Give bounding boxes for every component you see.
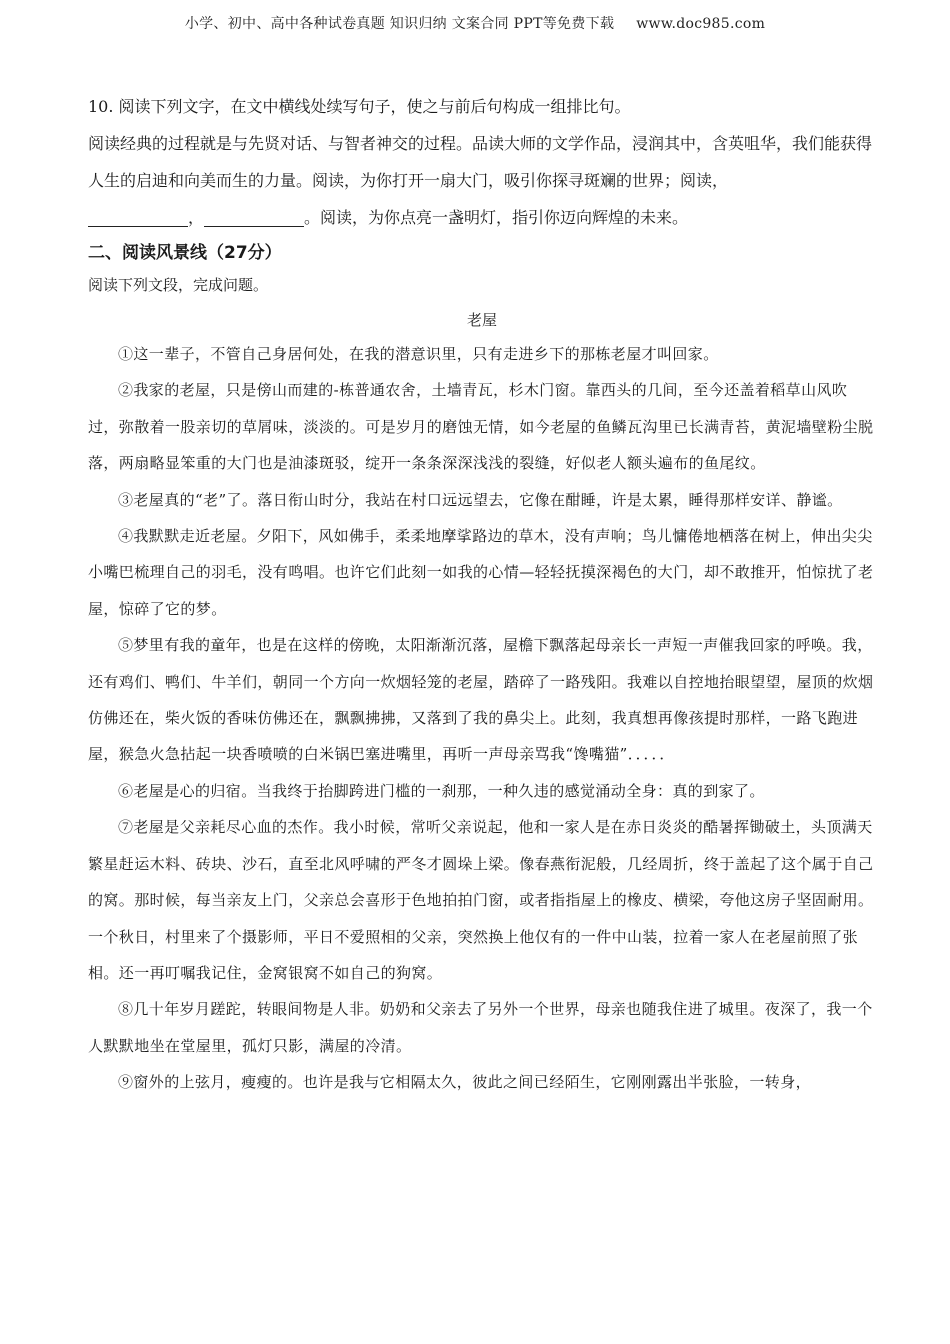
- article-paragraph-2: ②我家的老屋，只是傍山而建的-栋普通农舍，土墙青瓦，杉木门窗。靠西头的几间，至今还盖着稻草山风吹过，弥散着一股亲切的草屑味，淡淡的。可是岁月的磨蚀无情，如今老屋的鱼鳞瓦沟里已长满青苔，黄泥墙壁粉尘脱落，两扇略显笨重的大门也是油漆斑驳，绽开一条条深深浅浅的裂缝，好似老人额头遍布的鱼尾纹。: [88, 381, 874, 473]
- page-content: [88, 88, 876, 1101]
- answer-blank-1: [88, 208, 188, 227]
- article-paragraph-3: ③老屋真的“老”了。落日衔山时分，我站在村口远远望去，它像在酣睡，许是太累，睡得那样安详、静谧。: [118, 490, 843, 509]
- question-10-text-part1: 阅读经典的过程就是与先贤对话、与智者神交的过程。品读大师的文学作品，浸润其中，含英咀华，我们能获得人生的启迪和向美而生的力量。阅读，为你打开一扇大门，吸引你探寻斑斓的世界；阅读，: [88, 134, 873, 190]
- question-10-text-part2: 。阅读，为你点亮一盏明灯，指引你迈向辉煌的未来。: [304, 208, 689, 227]
- page-header: [0, 13, 950, 33]
- question-10: [88, 88, 876, 236]
- article-paragraph-8: ⑧几十年岁月蹉跎，转眼间物是人非。奶奶和父亲去了另外一个世界，母亲也随我住进了城里。夜深了，我一个人默默地坐在堂屋里，孤灯只影，满屋的冷清。: [88, 1000, 873, 1055]
- article-paragraph-9: ⑨窗外的上弦月，瘦瘦的。也许是我与它相隔太久，彼此之间已经陌生，它刚刚露出半张脸，一转身，: [118, 1073, 812, 1092]
- article-paragraph-5: ⑤梦里有我的童年，也是在这样的傍晚，太阳渐渐沉落，屋檐下飘落起母亲长一声短一声催我回家的呼唤。我，还有鸡们、鸭们、牛羊们，朝同一个方向一炊烟轻笼的老屋，踏碎了一路残阳。我难以自控地抬眼望望，屋顶的炊烟仿佛还在，柴火饭的香味仿佛还在，飘飘拂拂，又落到了我的鼻尖上。此刻，我真想再像孩提时那样，一路飞跑进屋，猴急火急拈起一块香喷喷的白米锅巴塞进嘴里，再听一声母亲骂我“馋嘴猫”．．．．．: [88, 636, 874, 764]
- article-paragraph-7: ⑦老屋是父亲耗尽心血的杰作。我小时候，常听父亲说起，他和一家人是在赤日炎炎的酷暑挥锄破土，头顶满天繁星赶运木料、砖块、沙石，直至北风呼啸的严冬才圆垛上梁。像春燕衔泥般，几经周折，终于盖起了这个属于自己的窝。那时候，每当亲友上门，父亲总会喜形于色地拍拍门窗，或者指指屋上的橡皮、横梁，夸他这房子坚固耐用。一个秋日，村里来了个摄影师，平日不爱照相的父亲，突然换上他仅有的一件中山装，拉着一家人在老屋前照了张相。还一再叮嘱我记住，金窝银窝不如自己的狗窝。: [88, 818, 874, 982]
- section-2-title: 二、阅读风景线（27分）: [88, 243, 282, 263]
- question-10-prompt: 10. 阅读下列文字，在文中横线处续写句子，使之与前后句构成一组排比句。: [88, 97, 631, 116]
- article-body: [88, 336, 876, 1101]
- question-10-text: [88, 125, 876, 236]
- article-paragraph-4: ④我默默走近老屋。夕阳下，风如佛手，柔柔地摩挲路边的草木，没有声响；鸟儿慵倦地栖落在树上，伸出尖尖小嘴巴梳理自己的羽毛，没有鸣唱。也许它们此刻一如我的心情—轻轻抚摸深褐色的大门，却不敢推开，怕惊扰了老屋，惊碎了它的梦。: [88, 527, 874, 618]
- article-paragraph-1: ①这一辈子，不管自己身居何处，在我的潜意识里，只有走进乡下的那栋老屋才叫回家。: [118, 345, 719, 363]
- header-site-line: 小学、初中、高中各种试卷真题 知识归纳 文案合同 PPT等免费下载: [184, 16, 615, 32]
- answer-blank-2: [204, 208, 304, 227]
- header-url[interactable]: www.doc985.com: [636, 16, 766, 32]
- blank-separator: ，: [188, 208, 205, 227]
- article-paragraph-6: ⑥老屋是心的归宿。当我终于抬脚跨进门槛的一刹那，一种久违的感觉涌动全身：真的到家了。: [118, 781, 765, 800]
- section-2-instruction: 阅读下列文段，完成问题。: [88, 276, 269, 294]
- article-title: 老屋: [466, 311, 497, 329]
